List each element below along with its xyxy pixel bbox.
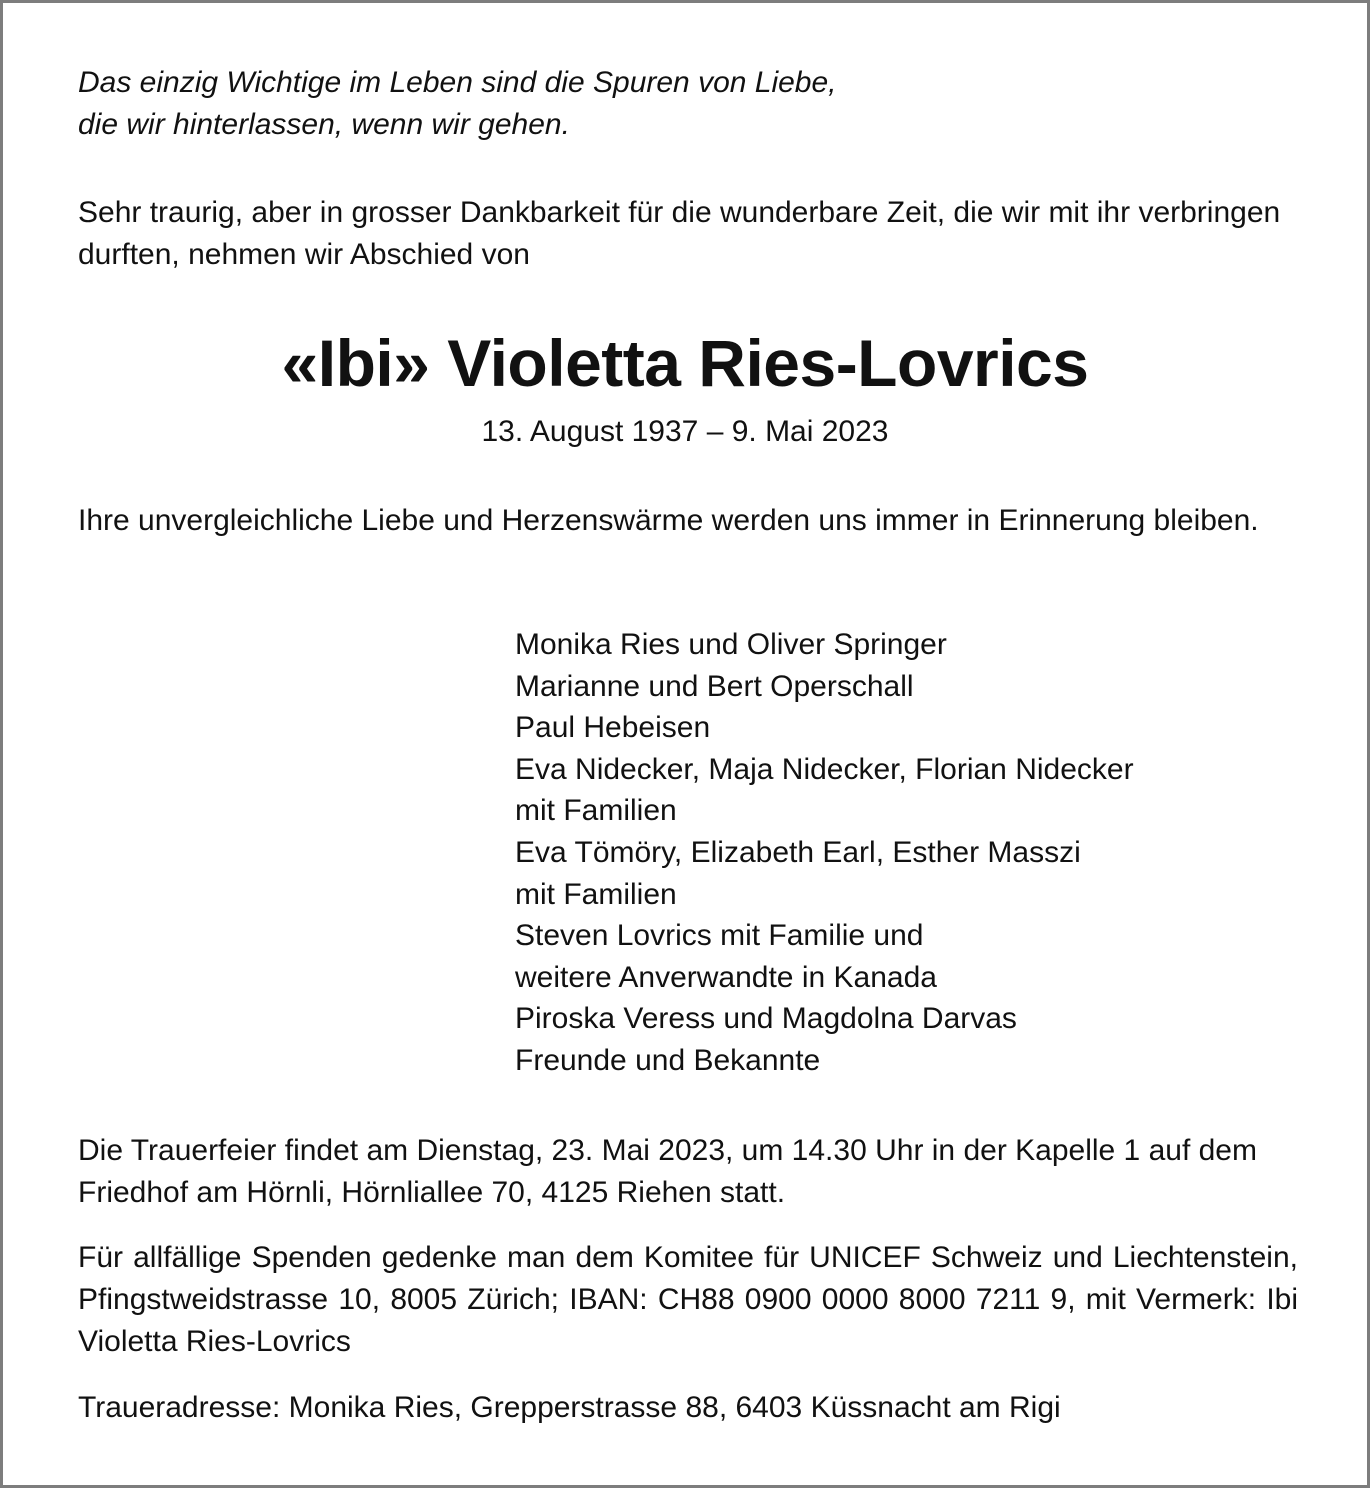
mourner-line: Eva Nidecker, Maja Nidecker, Florian Nidecker bbox=[515, 752, 1134, 786]
mourner-line: Marianne und Bert Operschall bbox=[515, 669, 914, 703]
mourner-line: mit Familien bbox=[515, 877, 677, 911]
mourner-line: Piroska Veress und Magdolna Darvas bbox=[515, 1002, 1017, 1036]
mourning-address: Traueradresse: Monika Ries, Grepperstrasse 88, 6403 Küssnacht am Rigi bbox=[78, 1391, 1061, 1424]
ceremony-details: Die Trauerfeier findet am Dienstag, 23. Mai 2023, um 14.30 Uhr in der Kapelle 1 auf dem Friedhof am Hörnli, Hörnliallee 70, 4125 Riehen statt. bbox=[78, 1134, 1257, 1209]
motto-quote bbox=[78, 62, 1298, 146]
mourner-line: Paul Hebeisen bbox=[515, 711, 711, 745]
mourner-line: weitere Anverwandte in Kanada bbox=[515, 960, 937, 994]
mourner-line: Monika Ries und Oliver Springer bbox=[515, 628, 947, 661]
mourner-line: Eva Tömöry, Elizabeth Earl, Esther Masszi bbox=[515, 835, 1081, 869]
donation-note: Für allfällige Spenden gedenke man dem Komitee für UNICEF Schweiz und Liechtenstein, Pfingstweidstrasse 10, 8005 Zürich; IBAN: CH88 0900 0000 8000 7211 9, mit Vermerk: Ibi Violetta Ries-Lovrics bbox=[78, 1241, 1298, 1358]
life-dates: 13. August 1937 – 9. Mai 2023 bbox=[481, 415, 889, 448]
motto-line-2: die wir hinterlassen, wenn wir gehen. bbox=[78, 108, 570, 141]
motto-line-1: Das einzig Wichtige im Leben sind die Spuren von Liebe, bbox=[78, 66, 837, 99]
intro-paragraph: Sehr traurig, aber in grosser Dankbarkeit für die wunderbare Zeit, die wir mit ihr verbringen durften, nehmen wir Abschied von bbox=[78, 196, 1281, 271]
mourner-line: mit Familien bbox=[515, 794, 677, 828]
mourner-line: Freunde und Bekannte bbox=[515, 1043, 821, 1077]
mourners-list bbox=[515, 624, 1134, 1082]
remembrance-paragraph: Ihre unvergleichliche Liebe und Herzenswärme werden uns immer in Erinnerung bleiben. bbox=[78, 504, 1259, 537]
mourner-line: Steven Lovrics mit Familie und bbox=[515, 919, 924, 953]
deceased-name: «Ibi» Violetta Ries-Lovrics bbox=[281, 326, 1089, 400]
